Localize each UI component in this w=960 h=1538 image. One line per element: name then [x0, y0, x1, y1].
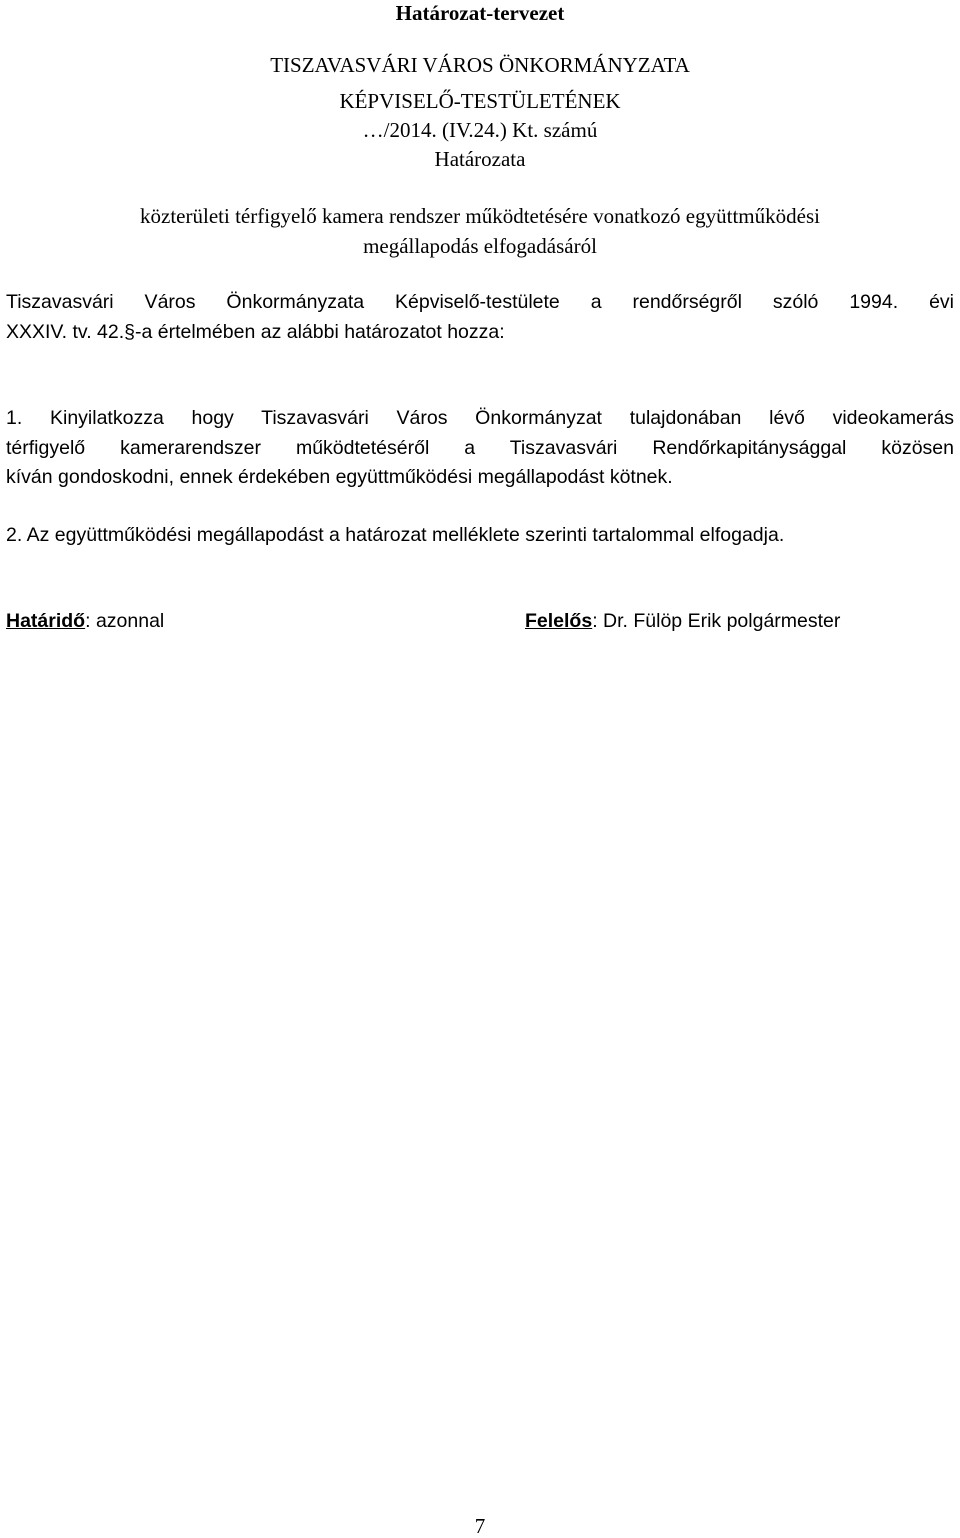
point1-line1: 1. Kinyilatkozza hogy Tiszavasvári Város Önkormányzat tulajdonában lévő videokamerás [6, 407, 954, 429]
point2-line1: 2. Az együttműködési megállapodást a határozat melléklete szerinti tartalommal elfogadja. [6, 524, 785, 546]
responsible [525, 609, 840, 633]
responsible-value: : Dr. Fülöp Erik polgármester [592, 610, 841, 632]
council-name-line2: KÉPVISELŐ-TESTÜLETÉNEK [339, 89, 621, 113]
council-name-line1: TISZAVASVÁRI VÁROS ÖNKORMÁNYZATA [270, 53, 690, 77]
subject-line1: közterületi térfigyelő kamera rendszer működtetésére vonatkozó együttműködési [140, 204, 820, 228]
preamble-line1: Tiszavasvári Város Önkormányzata Képviselő-testülete a rendőrségről szóló 1994. évi [6, 291, 954, 313]
decision-number: …/2014. (IV.24.) Kt. számú [362, 118, 598, 142]
page-number: 7 [474, 1514, 486, 1538]
deadline-label: Határidő [6, 610, 86, 632]
decision-word: Határozata [434, 147, 526, 171]
subject-line2: megállapodás elfogadásáról [363, 234, 597, 258]
deadline [6, 609, 164, 633]
draft-label: Határozat-tervezet [395, 1, 565, 25]
deadline-value: : azonnal [85, 610, 165, 632]
responsible-label: Felelős [525, 610, 593, 632]
preamble-line2: XXXIV. tv. 42.§-a értelmében az alábbi határozatot hozza: [6, 321, 505, 343]
point1-line3: kíván gondoskodni, ennek érdekében együttműködési megállapodást kötnek. [6, 466, 673, 488]
point1-line2: térfigyelő kamerarendszer működtetéséről a Tiszavasvári Rendőrkapitánysággal közösen [6, 437, 954, 459]
